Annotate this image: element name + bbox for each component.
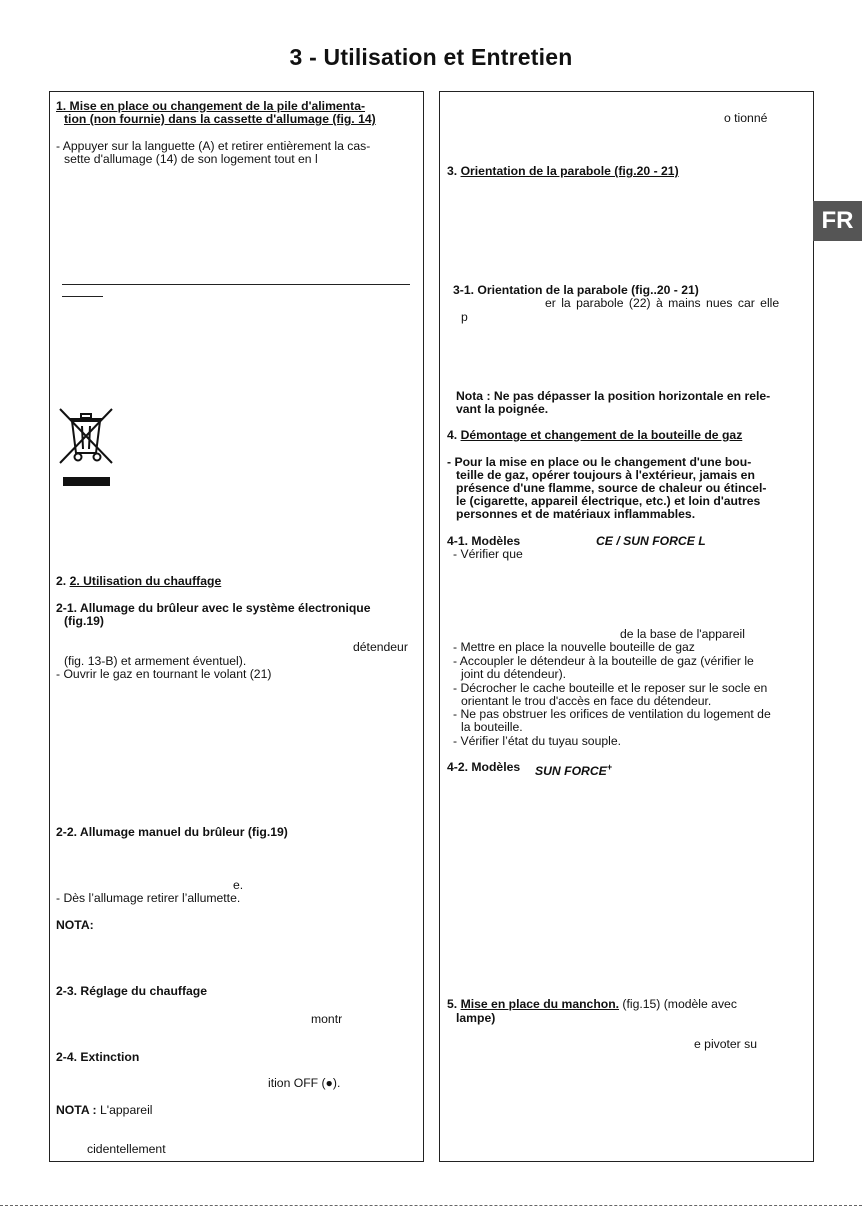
- section-4-1-model: CE / SUN FORCE L: [596, 534, 706, 548]
- separator-rule-short: [62, 296, 103, 297]
- section-2-2-title: 2-2. Allumage manuel du brûleur (fig.19): [56, 825, 288, 839]
- section-2-4-title: 2-4. Extinction: [56, 1050, 140, 1064]
- section-4-1-bullet-2-line-1: - Accoupler le détendeur à la bouteille de gaz (vérifier le: [453, 654, 754, 668]
- section-4-title-text: Démontage et changement de la bouteille de gaz: [460, 428, 743, 442]
- section-4-1-fragment: de la base de l'appareil: [620, 627, 745, 641]
- section-2-1-title-line-1: 2-1. Allumage du brûleur avec le système électronique: [56, 601, 371, 615]
- section-1-para-line-2: sette d'allumage (14) de son logement tout en l: [64, 152, 318, 166]
- last-fragment: cidentellement: [87, 1142, 166, 1156]
- section-4-para-line-4: le (cigarette, appareil électrique, etc.) et loin d'autres: [456, 494, 761, 508]
- section-2-2-fragment: e.: [233, 878, 244, 892]
- section-5-title-line-1: [447, 998, 737, 1011]
- separator-rule: [62, 284, 410, 285]
- section-4-1-bullet-2-line-2: joint du détendeur).: [461, 667, 567, 681]
- section-2-1-line-2: (fig. 13-B) et armement éventuel).: [64, 654, 247, 668]
- weee-bin-icon: [56, 405, 116, 467]
- section-4-para-line-5: personnes et de matériaux inflammables.: [456, 507, 696, 521]
- section-2-2-line: - Dès l’allumage retirer l’allumette.: [56, 891, 241, 905]
- section-1-para-line-1: - Appuyer sur la languette (A) et retirer entièrement la cas-: [56, 139, 371, 153]
- section-2-1-title-line-2: (fig.19): [64, 614, 104, 628]
- section-2-title-text: 2. Utilisation du chauffage: [69, 574, 222, 588]
- page-bottom-dashes: [0, 1205, 862, 1206]
- nota-right-line-1: Nota : Ne pas dépasser la position horizontale en rele-: [456, 389, 771, 403]
- section-4-para-line-2: teille de gaz, opérer toujours à l'extérieur, jamais en: [456, 468, 755, 482]
- section-4-title: 4. Démontage et changement de la bouteille de gaz: [447, 428, 743, 442]
- section-5-title-text: Mise en place du manchon.: [460, 997, 620, 1011]
- section-3-1-fragment-2: p: [461, 310, 468, 324]
- section-2-3-title: 2-3. Réglage du chauffage: [56, 984, 208, 998]
- section-1-title-line-2: tion (non fournie) dans la cassette d'allumage (fig. 14): [64, 112, 376, 126]
- section-2-1-line-3: - Ouvrir le gaz en tournant le volant (21): [56, 667, 272, 681]
- section-2-title: 2. 2. Utilisation du chauffage: [56, 574, 222, 588]
- section-5-num: 5.: [447, 997, 458, 1011]
- section-4-para-line-1: - Pour la mise en place ou le changement d'une bou-: [447, 455, 752, 469]
- section-4-2-model-name: SUN FORCE: [535, 764, 607, 779]
- section-3-1-title: 3-1. Orientation de la parabole (fig..20 - 21): [453, 283, 699, 297]
- nota-2-text: L'appareil: [96, 1103, 153, 1117]
- section-4-1-label: 4-1. Modèles: [447, 534, 521, 548]
- section-4-2-model: [535, 761, 612, 778]
- section-3-title-text: Orientation de la parabole (fig.20 - 21): [460, 164, 679, 178]
- section-5-fragment: e pivoter su: [694, 1037, 758, 1051]
- section-4-2-label: 4-2. Modèles: [447, 760, 521, 774]
- section-2-4-fragment: ition OFF (●).: [268, 1076, 341, 1090]
- left-column: [49, 91, 424, 1162]
- nota-1-label: NOTA:: [56, 918, 94, 932]
- section-4-1-bullet-3-line-2: orientant le trou d'accès en face du détendeur.: [461, 694, 712, 708]
- section-1-title-line-1: 1. Mise en place ou changement de la pile d'alimenta-: [56, 99, 366, 113]
- section-4-1-bullet-4-line-1: - Ne pas obstruer les orifices de ventilation du logement de: [453, 707, 771, 721]
- section-2-3-fragment: montr: [311, 1012, 343, 1026]
- language-tab-fr: FR: [813, 201, 862, 241]
- section-4-1-line-1: - Vérifier que: [453, 547, 523, 561]
- section-4-1-bullet-5: - Vérifier l’état du tuyau souple.: [453, 734, 622, 748]
- nota-right-line-2: vant la poignée.: [456, 402, 549, 416]
- weee-bar: [63, 477, 110, 486]
- nota-2: [56, 1104, 152, 1117]
- section-5-title-line-2: lampe): [456, 1011, 496, 1025]
- page-title: 3 - Utilisation et Entretien: [289, 44, 573, 70]
- section-5-title-rest: (fig.15) (modèle avec: [619, 997, 737, 1011]
- section-4-1-bullet-1: - Mettre en place la nouvelle bouteille de gaz: [453, 640, 695, 654]
- section-4-2-model-sup: +: [606, 762, 613, 772]
- section-4-para-line-3: présence d'une flamme, source de chaleur ou étincel-: [456, 481, 767, 495]
- section-4-1-bullet-3-line-1: - Décrocher le cache bouteille et le reposer sur le socle en: [453, 681, 768, 695]
- section-4-1-bullet-4-line-2: la bouteille.: [461, 720, 523, 734]
- right-top-fragment: o tionné: [724, 111, 768, 125]
- section-3-1-fragment-1: er la parabole (22) à mains nues car elle: [545, 296, 780, 310]
- section-2-1-fragment: détendeur: [353, 640, 408, 654]
- section-3-title: 3. Orientation de la parabole (fig.20 - 21): [447, 164, 679, 178]
- nota-2-label: NOTA :: [56, 1103, 97, 1117]
